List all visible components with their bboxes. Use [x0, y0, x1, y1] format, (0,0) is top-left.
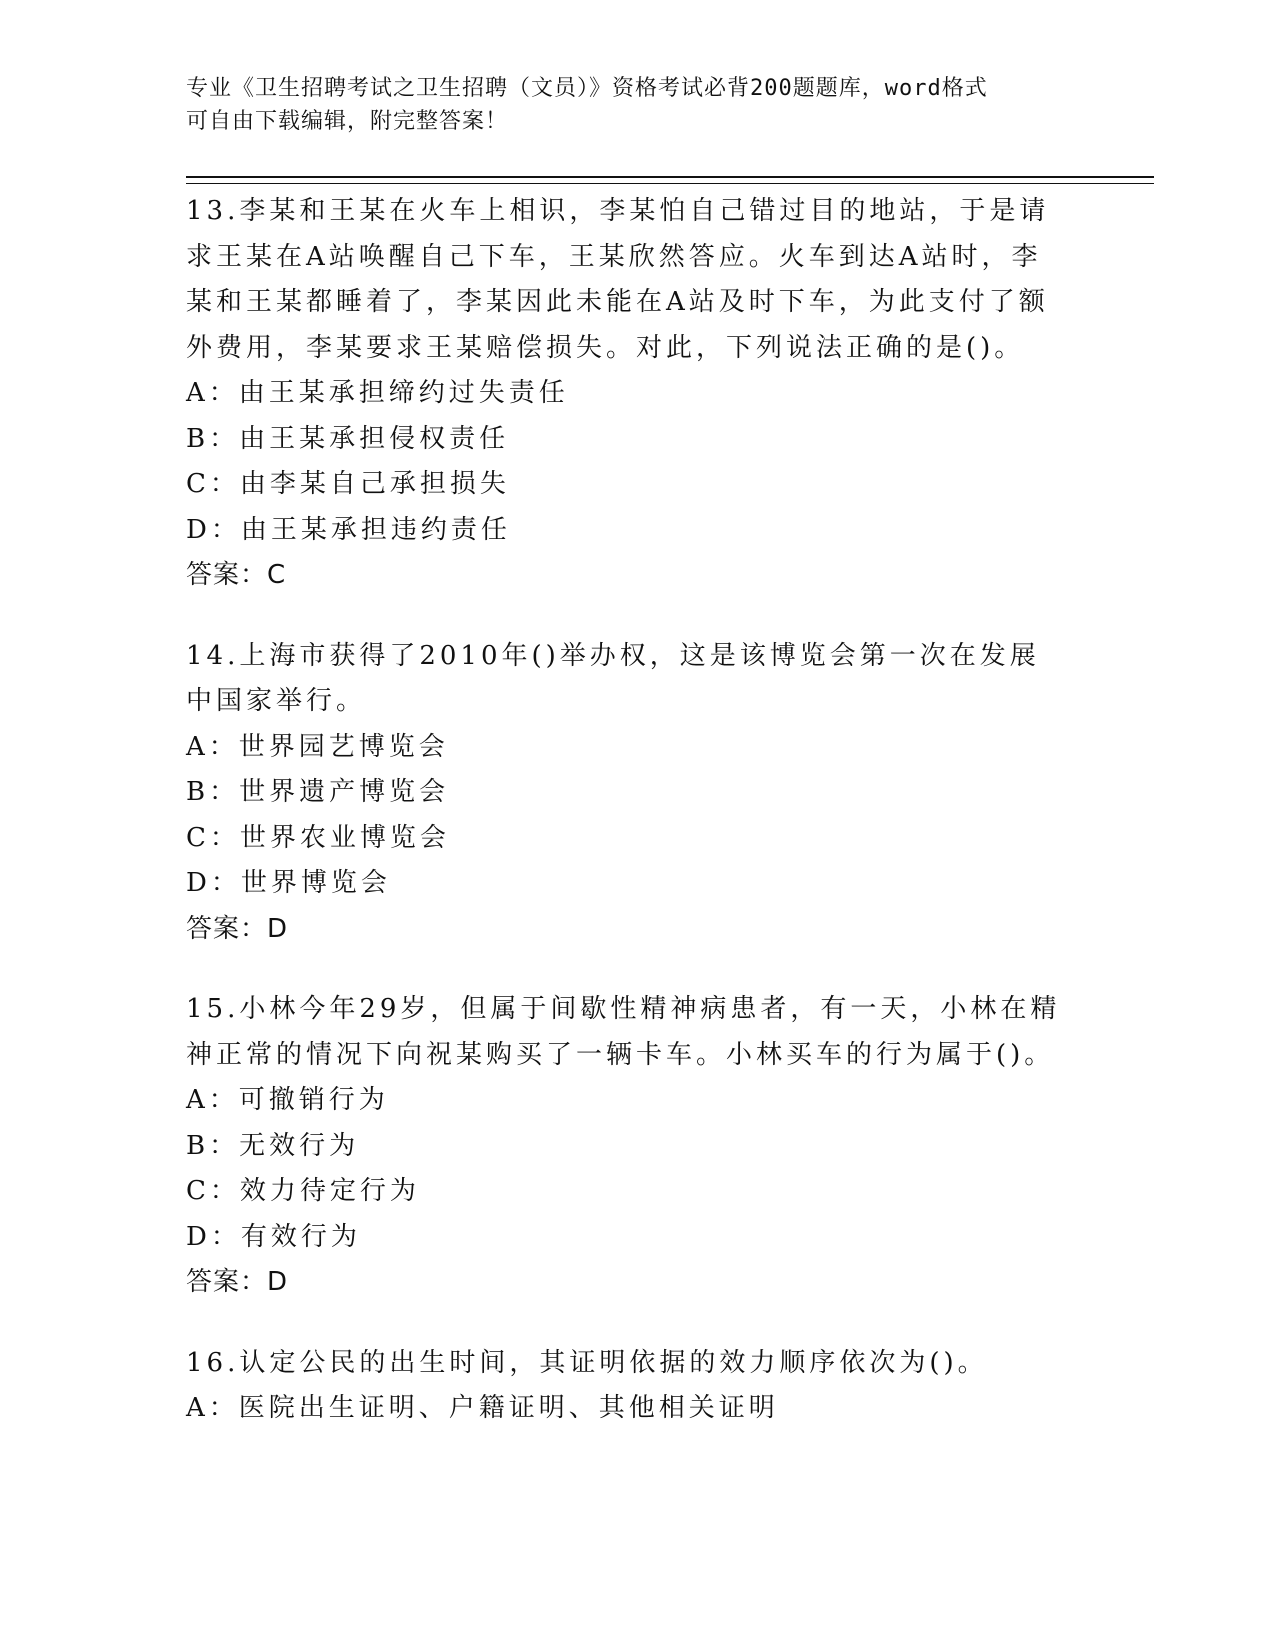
- question-stem: 13.李某和王某在火车上相识，李某怕自己错过目的地站，于是请求王某在A站唤醒自己下车，王某欣然答应。火车到达A站时，李某和王某都睡着了，李某因此未能在A站及时下车，为此支付了额外费用，李某要求王某赔偿损失。对此，下列说法正确的是()。: [186, 196, 1050, 363]
- header-line-1: 专业《卫生招聘考试之卫生招聘（文员）》资格考试必背200题题库，word格式: [186, 76, 988, 101]
- option-c: C：由李某自己承担损失: [186, 469, 510, 499]
- option-d: D：由王某承担违约责任: [186, 514, 511, 545]
- option-a: A：可撤销行为: [186, 1085, 389, 1115]
- document-header: [186, 72, 1086, 138]
- question-stem: 14.上海市获得了2010年()举办权，这是该博览会第一次在发展中国家举行。: [186, 640, 1040, 716]
- option-a: A：世界园艺博览会: [186, 731, 449, 762]
- question-stem: 16.认定公民的出生时间，其证明依据的效力顺序依次为()。: [186, 1347, 988, 1378]
- option-a: A：由王某承担缔约过失责任: [186, 378, 569, 408]
- answer-label: 答案：C: [186, 560, 287, 590]
- question-16: [186, 1341, 1066, 1432]
- option-d: D：有效行为: [186, 1221, 361, 1252]
- header-divider-thin: [186, 183, 1154, 184]
- option-b: B：无效行为: [186, 1130, 360, 1161]
- option-a: A：医院出生证明、户籍证明、其他相关证明: [186, 1393, 779, 1423]
- option-c: C：世界农业博览会: [186, 822, 450, 853]
- question-13: [186, 189, 1066, 599]
- option-d: D：世界博览会: [186, 868, 391, 898]
- option-b: B：世界遗产博览会: [186, 777, 450, 807]
- header-line-2: 可自由下载编辑，附完整答案！: [186, 109, 509, 134]
- question-15: [186, 987, 1066, 1306]
- header-divider-thick: [186, 176, 1154, 178]
- option-b: B：由王某承担侵权责任: [186, 423, 510, 454]
- answer-label: 答案：D: [186, 1267, 289, 1297]
- question-14: [186, 634, 1066, 953]
- option-c: C：效力待定行为: [186, 1176, 420, 1206]
- question-stem: 15.小林今年29岁，但属于间歇性精神病患者，有一天，小林在精神正常的情况下向祝某购买了一辆卡车。小林买车的行为属于()。: [186, 994, 1061, 1070]
- answer-label: 答案：D: [186, 913, 289, 944]
- question-list: [186, 189, 1066, 1467]
